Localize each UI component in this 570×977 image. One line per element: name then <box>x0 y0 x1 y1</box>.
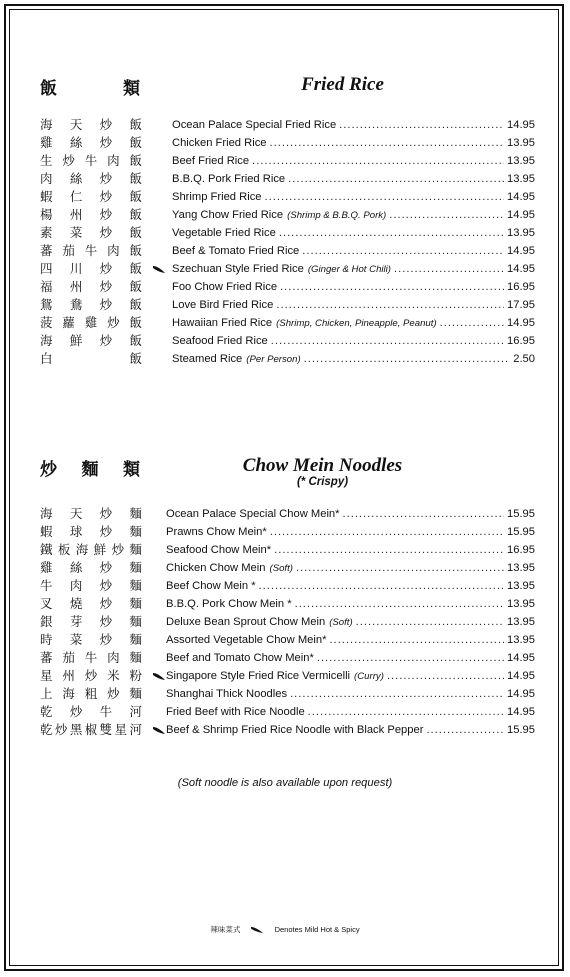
menu-item-name: Beef & Tomato Fried Rice <box>172 245 300 257</box>
chili-pepper-icon <box>250 926 264 934</box>
soft-noodle-footnote: (Soft noodle is also available upon request) <box>177 777 393 789</box>
menu-item-name: Steamed Rice <box>172 353 243 365</box>
chow-mein-title: Chow Mein Noodles <box>242 455 403 476</box>
dot-leader <box>290 685 504 703</box>
menu-item <box>40 242 535 260</box>
menu-item <box>40 649 535 667</box>
menu-item-zh: 牛 肉 炒 麵 <box>40 578 142 593</box>
menu-item-price: 13.95 <box>507 598 535 610</box>
menu-item-zh: 時 菜 炒 麵 <box>40 632 142 647</box>
menu-item <box>40 721 535 739</box>
dot-leader <box>271 332 504 350</box>
menu-item-name: Foo Chow Fried Rice <box>172 281 278 293</box>
menu-item-note: (Shrimp & B.B.Q. Pork) <box>287 210 387 221</box>
menu-item-line <box>166 721 535 739</box>
menu-item-zh: 蝦 球 炒 麵 <box>40 524 142 539</box>
dot-leader <box>259 577 504 595</box>
menu-item-line <box>166 577 535 595</box>
menu-item-name: Singapore Style Fried Rice Vermicelli <box>166 670 351 682</box>
legend-zh: 辣味菜式 <box>210 925 241 934</box>
menu-item-line <box>166 559 535 578</box>
menu-item-line <box>166 685 535 703</box>
menu-item-note: (Ginger & Hot Chili) <box>307 264 391 275</box>
menu-item-line <box>172 224 535 242</box>
menu-item <box>40 685 535 703</box>
menu-item-name: Ocean Palace Special Chow Mein* <box>166 508 340 520</box>
menu-item <box>40 613 535 631</box>
menu-item <box>40 559 535 577</box>
menu-item-name: B.B.Q. Pork Fried Rice <box>172 173 286 185</box>
menu-item-line <box>172 134 535 152</box>
menu-item-name: Deluxe Bean Sprout Chow Mein <box>166 616 326 628</box>
fried-rice-header <box>40 74 540 114</box>
menu-item-zh: 海 天 炒 麵 <box>40 506 142 521</box>
menu-item <box>40 595 535 613</box>
chili-pepper-icon <box>152 726 166 735</box>
menu-item <box>40 314 535 332</box>
menu-item <box>40 116 535 134</box>
dot-leader <box>426 721 504 739</box>
menu-item-line <box>172 116 535 134</box>
dot-leader <box>295 595 504 613</box>
menu-item-line <box>172 242 535 260</box>
menu-item-name: Beef Chow Mein * <box>166 580 256 592</box>
menu-item-line <box>172 206 535 225</box>
menu-item-price: 14.95 <box>507 706 535 718</box>
menu-item-name: Shanghai Thick Noodles <box>166 688 288 700</box>
menu-item-note: (Soft) <box>269 563 293 574</box>
menu-item <box>40 631 535 649</box>
menu-item <box>40 188 535 206</box>
dot-leader <box>339 116 504 134</box>
menu-item-name: Yang Chow Fried Rice <box>172 209 284 221</box>
menu-item-price: 14.95 <box>507 670 535 682</box>
menu-item <box>40 134 535 152</box>
menu-item-price: 14.95 <box>507 652 535 664</box>
menu-item-zh: 上 海 粗 炒 麵 <box>40 686 142 701</box>
chili-pepper-icon <box>152 672 166 681</box>
dot-leader <box>394 260 504 278</box>
menu-item-price: 14.95 <box>507 209 535 221</box>
menu-item-name: Seafood Chow Mein* <box>166 544 272 556</box>
menu-item-line <box>166 523 535 541</box>
menu-item-price: 13.95 <box>507 580 535 592</box>
menu-item-price: 14.95 <box>507 191 535 203</box>
menu-item-name: Seafood Fried Rice <box>172 335 268 347</box>
chow-mein-list <box>40 505 535 739</box>
menu-item-zh: 肉 絲 炒 飯 <box>40 171 142 186</box>
dot-leader <box>308 703 504 721</box>
zh-title-char: 類 <box>123 79 140 99</box>
menu-item-name: Assorted Vegetable Chow Mein* <box>166 634 327 646</box>
menu-item-name: Szechuan Style Fried Rice <box>172 263 304 275</box>
dot-leader <box>270 134 504 152</box>
menu-item-zh: 乾 炒 黑 椒 雙 星 河 <box>40 722 142 737</box>
menu-item-zh: 蕃 茄 牛 肉 飯 <box>40 243 142 258</box>
menu-item-zh: 海 天 炒 飯 <box>40 117 142 132</box>
menu-item-zh: 蕃 茄 牛 肉 麵 <box>40 650 142 665</box>
menu-item-price: 16.95 <box>507 335 535 347</box>
menu-item-price: 17.95 <box>507 299 535 311</box>
zh-title-char: 類 <box>123 460 140 480</box>
menu-item-name: Vegetable Fried Rice <box>172 227 276 239</box>
menu-item-line <box>172 260 535 279</box>
menu-item-zh: 雞 絲 炒 飯 <box>40 135 142 150</box>
menu-item-line <box>172 332 535 350</box>
menu-item-zh: 雞 絲 炒 麵 <box>40 560 142 575</box>
menu-item-price: 16.95 <box>507 281 535 293</box>
menu-item <box>40 350 535 368</box>
menu-item-zh: 銀 芽 炒 麵 <box>40 614 142 629</box>
spicy-legend <box>0 924 570 935</box>
menu-item-price: 15.95 <box>507 508 535 520</box>
menu-item-line <box>166 613 535 632</box>
menu-item-name: Ocean Palace Special Fried Rice <box>172 119 337 131</box>
menu-item-zh: 生 炒 牛 肉 飯 <box>40 153 142 168</box>
chow-mein-zh-title <box>40 455 140 480</box>
fried-rice-zh-title <box>40 74 140 99</box>
menu-item-note: (Curry) <box>354 671 384 682</box>
menu-item-name: Love Bird Fried Rice <box>172 299 274 311</box>
menu-item-name: Fried Beef with Rice Noodle <box>166 706 305 718</box>
menu-item <box>40 170 535 188</box>
menu-item-line <box>172 350 535 369</box>
menu-item-note: (Soft) <box>329 617 353 628</box>
dot-leader <box>304 350 511 368</box>
dot-leader <box>296 559 504 577</box>
legend-en: Denotes Mild Hot & Spicy <box>274 925 360 934</box>
menu-item-name: Beef and Tomato Chow Mein* <box>166 652 314 664</box>
menu-item-price: 13.95 <box>507 137 535 149</box>
menu-item-zh: 楊 州 炒 飯 <box>40 207 142 222</box>
menu-item-price: 16.95 <box>507 544 535 556</box>
menu-item-line <box>166 667 535 686</box>
menu-item-line <box>172 278 535 296</box>
menu-item-line <box>166 631 535 649</box>
menu-item <box>40 278 535 296</box>
menu-item-line <box>166 703 535 721</box>
menu-item-line <box>172 314 535 333</box>
chow-mein-header <box>40 455 540 495</box>
zh-title-char: 飯 <box>40 79 57 99</box>
dot-leader <box>343 505 505 523</box>
menu-item-line <box>166 595 535 613</box>
menu-item-price: 14.95 <box>507 245 535 257</box>
menu-item <box>40 296 535 314</box>
menu-item-line <box>172 188 535 206</box>
menu-item-price: 13.95 <box>507 562 535 574</box>
dot-leader <box>276 296 504 314</box>
menu-item-zh: 鴛 鴦 炒 飯 <box>40 297 142 312</box>
menu-item <box>40 541 535 559</box>
menu-item <box>40 577 535 595</box>
dot-leader <box>440 314 504 332</box>
dot-leader <box>252 152 504 170</box>
menu-item-price: 2.50 <box>513 353 535 365</box>
menu-item-zh: 素 菜 炒 飯 <box>40 225 142 240</box>
menu-item-price: 13.95 <box>507 227 535 239</box>
dot-leader <box>356 613 504 631</box>
menu-item-zh: 福 州 炒 飯 <box>40 279 142 294</box>
menu-item-name: Hawaiian Fried Rice <box>172 317 273 329</box>
menu-item-name: Beef Fried Rice <box>172 155 250 167</box>
menu-item-line <box>166 541 535 559</box>
menu-item <box>40 523 535 541</box>
chili-pepper-icon <box>152 265 166 274</box>
dot-leader <box>280 278 504 296</box>
menu-item-price: 13.95 <box>507 173 535 185</box>
dot-leader <box>265 188 504 206</box>
menu-item-zh: 海 鮮 炒 飯 <box>40 333 142 348</box>
menu-item-note: (Per Person) <box>246 354 301 365</box>
menu-item-zh: 白 飯 <box>40 351 142 366</box>
menu-item-name: Chicken Fried Rice <box>172 137 267 149</box>
menu-item <box>40 667 535 685</box>
menu-item-zh: 乾 炒 牛 河 <box>40 704 142 719</box>
menu-item-line <box>172 296 535 314</box>
fried-rice-list <box>40 116 535 368</box>
dot-leader <box>279 224 504 242</box>
zh-title-char: 麵 <box>81 460 99 480</box>
menu-item-name: Shrimp Fried Rice <box>172 191 262 203</box>
menu-item <box>40 224 535 242</box>
menu-item-price: 14.95 <box>507 119 535 131</box>
dot-leader <box>329 631 504 649</box>
menu-item-line <box>172 170 535 188</box>
menu-item-name: Beef & Shrimp Fried Rice Noodle with Black Pepper <box>166 724 424 736</box>
chow-mein-subtitle: (* Crispy) <box>296 476 349 488</box>
menu-item <box>40 260 535 278</box>
menu-item-price: 15.95 <box>507 724 535 736</box>
dot-leader <box>302 242 504 260</box>
menu-item-price: 14.95 <box>507 317 535 329</box>
menu-item-zh: 四 川 炒 飯 <box>40 261 142 276</box>
menu-item <box>40 332 535 350</box>
menu-item-price: 13.95 <box>507 155 535 167</box>
menu-item-zh: 星 州 炒 米 粉 <box>40 668 142 683</box>
menu-item-name: B.B.Q. Pork Chow Mein * <box>166 598 292 610</box>
menu-item-zh: 鐵 板 海 鮮 炒 麵 <box>40 542 142 557</box>
menu-item-price: 13.95 <box>507 634 535 646</box>
menu-item-note: (Shrimp, Chicken, Pineapple, Peanut) <box>276 318 437 329</box>
menu-item-line <box>166 505 535 523</box>
menu-item-line <box>166 649 535 667</box>
menu-item <box>40 152 535 170</box>
menu-item <box>40 206 535 224</box>
menu-item-name: Prawns Chow Mein* <box>166 526 267 538</box>
menu-item-name: Chicken Chow Mein <box>166 562 266 574</box>
menu-item-price: 14.95 <box>507 263 535 275</box>
menu-item-zh: 叉 燒 炒 麵 <box>40 596 142 611</box>
dot-leader <box>387 667 504 685</box>
dot-leader <box>317 649 504 667</box>
menu-item <box>40 703 535 721</box>
menu-item-zh: 蝦 仁 炒 飯 <box>40 189 142 204</box>
zh-title-char: 炒 <box>40 460 57 480</box>
fried-rice-title: Fried Rice <box>301 74 384 95</box>
menu-item-price: 15.95 <box>507 526 535 538</box>
menu-item-zh: 菠 蘿 雞 炒 飯 <box>40 315 142 330</box>
dot-leader <box>270 523 504 541</box>
menu-item-price: 14.95 <box>507 688 535 700</box>
dot-leader <box>288 170 504 188</box>
menu-item <box>40 505 535 523</box>
dot-leader <box>274 541 504 559</box>
menu-item-price: 13.95 <box>507 616 535 628</box>
dot-leader <box>389 206 504 224</box>
menu-item-line <box>172 152 535 170</box>
